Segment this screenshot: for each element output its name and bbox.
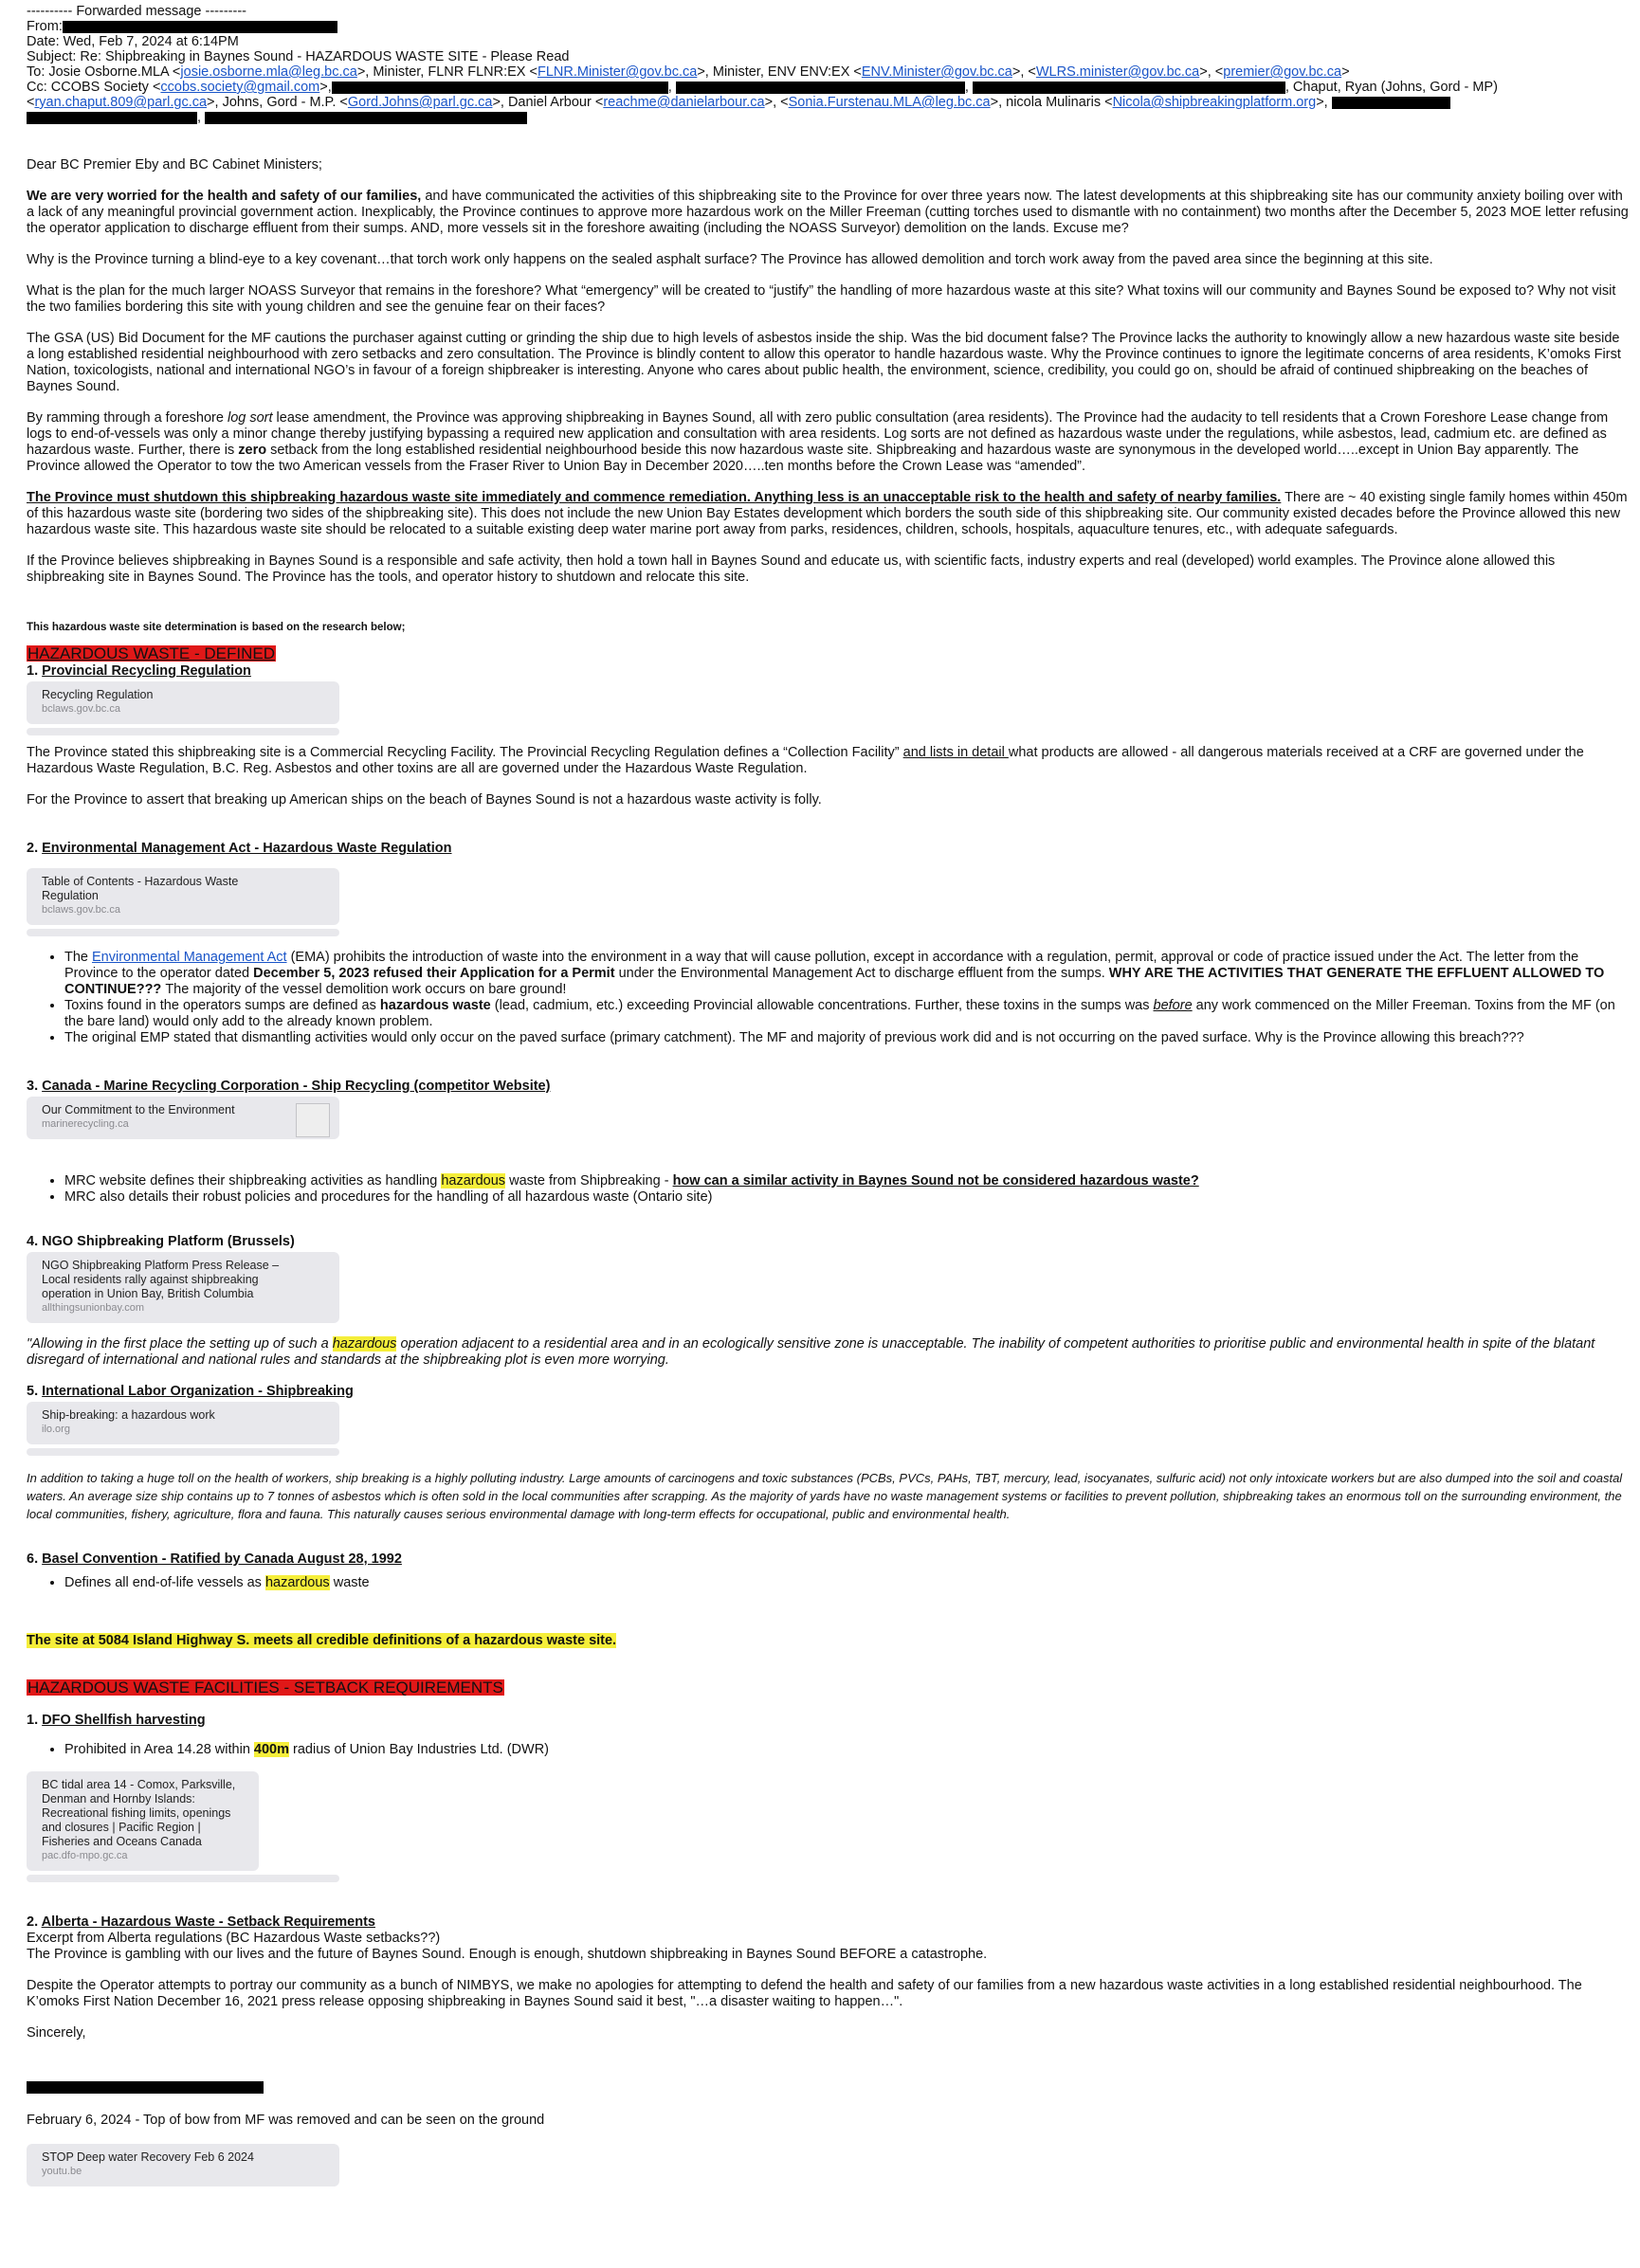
cc-line-2: <ryan.chaput.809@parl.gc.ca>, Johns, Gord - M.P. <Gord.Johns@parl.gc.ca>, Daniel Arbour <reachme@danielarbour.ca>, <Sonia.Furstenau.MLA@leg.bc.ca>, nicola Mulinaris <Nicola@shipbreakingplatform.org>, (27, 95, 1629, 110)
thumbnail-image (296, 1103, 330, 1137)
link-preview-card[interactable] (27, 868, 339, 925)
list-item: • MRC also details their robust policies and procedures for the handling of all hazardous waste (Ontario site) (64, 1189, 1629, 1206)
list-item: • Toxins found in the operators sumps are defined as hazardous waste (lead, cadmium, etc.) exceeding Provincial allowable concentrations. Further, these toxins in the sumps was before any work commenced on the Miller Freeman. Toxins from the MF (on the bare land) would only add to the already known problem. (64, 998, 1629, 1030)
card-domain: bclaws.gov.bc.ca (42, 904, 120, 916)
ema-link[interactable]: Environmental Management Act (92, 950, 287, 965)
footer-note: February 6, 2024 - Top of bow from MF was removed and can be seen on the ground (27, 2113, 545, 2128)
conclusion: The site at 5084 Island Highway S. meets all credible definitions of a hazardous waste site. (27, 1633, 617, 1648)
email-page (27, 4, 1629, 2186)
card-title: NGO Shipbreaking Platform Press Release – Local residents rally against shipbreaking operation in Union Bay, British Columbia (42, 1259, 280, 1300)
list-item: • The Environmental Management Act (EMA) prohibits the introduction of waste into the environment in a way that will cause pollution, except in accordance with a regulation, permit, approval or code of practice issued under the Act. The letter from the Province to the operator dated December 5, 2023 refused their Application for a Permit under the Environmental Management Act to discharge effluent from the sumps. WHY ARE THE ACTIVITIES THAT GENERATE THE EFFLUENT ALLOWED TO CONTINUE??? The majority of the vessel demolition work occurs on bare ground! (64, 950, 1629, 998)
research-note: This hazardous waste site determination is based on the research below; (27, 622, 406, 633)
section-heading: 4. NGO Shipbreaking Platform (Brussels) (27, 1234, 295, 1249)
redacted-recipient (676, 82, 965, 94)
link-preview-card[interactable] (27, 681, 339, 724)
section-heading: 2. Environmental Management Act - Hazardous Waste Regulation (27, 841, 452, 856)
paragraph: The Province is gambling with our lives and the future of Baynes Sound. Enough is enough, shutdown shipbreaking in Baynes Sound BEFORE a catastrophe. (27, 1947, 988, 1962)
list-item: • The original EMP stated that dismantling activities would only occur on the paved surface (primary catchment). The MF and majority of previous work did and is not occurring on the paved surface. Why is the Province allowing this breach??? (64, 1030, 1629, 1046)
to-email-link[interactable]: premier@gov.bc.ca (1223, 64, 1342, 80)
sign-off: Sincerely, (27, 2025, 86, 2041)
email-header: ---------- Forwarded message --------- From: Date: Wed, Feb 7, 2024 at 6:14PM Subject: Re: Shipbreaking in Baynes Sound - HAZARDOUS WASTE SITE - Please Read To: Josie Osborne.MLA <josie.osborne.mla@leg.bc.ca>, Minister, FLNR FLNR:EX <FLNR.Minister@gov.bc.ca>, Minister, ENV ENV:EX <ENV.Minister@gov.bc.ca>, <WLRS.minister@gov.bc.ca>, <premier@gov.bc.ca> Cc: CCOBS Society <ccobs.society@gmail.com>, , , , Chaput, Ryan (Johns, Gord - MP) <ryan.chaput.809@parl.gc.ca>, Johns, Gord - M.P. <Gord.Johns@parl.gc.ca>, Daniel Arbour <reachme@danielarbour.ca>, <Sonia.Furstenau.MLA@leg.bc.ca>, nicola Mulinaris <Nicola@shipbreakingplatform.org>, , (27, 4, 1629, 125)
paragraph: Why is the Province turning a blind-eye to a key covenant…that torch work only happens on the sealed asphalt surface? The Province has allowed demolition and torch work away from the paved area since the beginning at this site. (27, 252, 1433, 267)
card-title: BC tidal area 14 - Comox, Parksville, Denman and Hornby Islands: Recreational fishing limits, openings and closures | Pacific Region | Fisheries and Oceans Canada (42, 1778, 236, 1848)
cc-line: Cc: CCOBS Society <ccobs.society@gmail.com>, , , , Chaput, Ryan (Johns, Gord - MP) (27, 80, 1498, 95)
link-preview-card[interactable] (27, 1097, 339, 1139)
section-heading: 5. International Labor Organization - Shipbreaking (27, 1384, 354, 1399)
card-bar (27, 1875, 339, 1882)
card-bar (27, 728, 339, 735)
card-domain: youtu.be (42, 2166, 82, 2177)
cc-email-link[interactable]: Gord.Johns@parl.gc.ca (347, 95, 493, 110)
paragraph: We are very worried for the health and safety of our families, and have communicated the activities of this shipbreaking site to the Province for over three years now. The latest developments at this shipbreaking site has our community anxiety boiling over with a lack of any meaningful provincial government action. Inexplicably, the Province continues to approve more hazardous work on the Miller Freeman (cutting torches used to dismantle with no containment) two months after the December 5, 2023 MOE letter refusing the operator application to discharge effluent from their sumps. AND, more vessels sit in the foreshore awaiting (including the NOASS Surveyor) demolition on the lands. Excuse me? (27, 189, 1629, 236)
cc-email-link[interactable]: Sonia.Furstenau.MLA@leg.bc.ca (788, 95, 991, 110)
paragraph: For the Province to assert that breaking up American ships on the beach of Baynes Sound is not a hazardous waste activity is folly. (27, 792, 822, 807)
cc-email-link[interactable]: reachme@danielarbour.ca (603, 95, 765, 110)
cc-email-link[interactable]: ryan.chaput.809@parl.gc.ca (34, 95, 208, 110)
redacted-recipient (332, 82, 668, 94)
section-banner: HAZARDOUS WASTE FACILITIES - SETBACK REQUIREMENTS (27, 1678, 503, 1696)
redacted-sender (63, 21, 337, 33)
card-domain: bclaws.gov.bc.ca (42, 703, 120, 715)
video-link-card[interactable] (27, 2144, 339, 2186)
forwarded-marker: ---------- Forwarded message --------- (27, 4, 246, 19)
bullet-list (27, 1742, 1629, 1758)
section-heading: 1. Provincial Recycling Regulation (27, 663, 251, 679)
paragraph: What is the plan for the much larger NOASS Surveyor that remains in the foreshore? What “emergency” will be created to “justify” the handling of more hazardous waste at this site? What toxins will our community and Baynes Sound be exposed to? Why not visit the two families bordering this site with young children and see the genuine fear on their faces? (27, 283, 1616, 315)
paragraph: The Province stated this shipbreaking site is a Commercial Recycling Facility. The Provincial Recycling Regulation defines a “Collection Facility” and lists in detail what products are allowed - all dangerous materials received at a CRF are governed under the Hazardous Waste Regulation, B.C. Reg. Asbestos and other toxins are all are governed under the Hazardous Waste Regulation. (27, 745, 1584, 776)
bullet-list (27, 1173, 1629, 1206)
paragraph: The Province must shutdown this shipbreaking hazardous waste site immediately and commence remediation. Anything less is an unacceptable risk to the health and safety of nearby families. There are ~ 40 existing single family homes within 450m of this hazardous waste site (bordering two sides of the shipbreaking site). This does not include the new Union Bay Estates development which borders the south side of this shipbreaking site. Our community existed decades before the Province allowed this new hazardous waste site. This hazardous waste site should be relocated to a suitable existing deep water marine port away from parks, residences, children, schools, hospitals, aquaculture tenures, etc., with adequate safeguards. (27, 490, 1628, 537)
section-heading: 1. DFO Shellfish harvesting (27, 1713, 206, 1728)
paragraph: If the Province believes shipbreaking in Baynes Sound is a responsible and safe activity, then hold a town hall in Baynes Sound and educate us, with scientific facts, industry experts and real (developed) world examples. The Province alone allowed this shipbreaking site in Baynes Sound. The Province has the tools, and operator history to shutdown and relocate this site. (27, 553, 1556, 585)
card-title: STOP Deep water Recovery Feb 6 2024 (42, 2150, 254, 2164)
paragraph: Despite the Operator attempts to portray our community as a bunch of NIMBYS, we make no apologies for attempting to defend the health and safety of our families from a new hazardous waste activities in a long established residential neighbourhood. The K’omoks First Nation December 16, 2021 press release opposing shipbreaking in Baynes Sound said it best, "…a disaster waiting to happen…". (27, 1978, 1582, 2009)
to-email-link[interactable]: ENV.Minister@gov.bc.ca (861, 64, 1012, 80)
card-title: Recycling Regulation (42, 688, 154, 701)
section-heading: 6. Basel Convention - Ratified by Canada August 28, 1992 (27, 1551, 402, 1567)
section-banner: HAZARDOUS WASTE - DEFINED (27, 644, 275, 662)
section-hazardous-waste-defined (27, 645, 1629, 1649)
card-title: Ship-breaking: a hazardous work (42, 1408, 215, 1422)
subject-line: Subject: Re: Shipbreaking in Baynes Sound - HAZARDOUS WASTE SITE - Please Read (27, 49, 570, 64)
redacted-recipient (1332, 97, 1450, 109)
to-email-link[interactable]: WLRS.minister@gov.bc.ca (1035, 64, 1200, 80)
quote: In addition to taking a huge toll on the health of workers, ship breaking is a highly polluting industry. Large amounts of carcinogens and toxic substances (PCBs, PVCs, PAHs, TBT, mercury, lead, isocyanates, sulfuric acid) not only intoxicate workers but are also dumped into the soil and coastal waters. An average size ship contains up to 7 tonnes of asbestos which is often sold in the local communities after scrapping. As the majority of yards have no waste management systems or facilities to prevent pollution, shipbreaking takes an enormous toll on the surrounding environment, the local communities, fishery, agriculture, flora and fauna. This naturally causes serious environmental damage with long-term effects for occupational, public and environmental health. (27, 1471, 1623, 1521)
card-bar (27, 1448, 339, 1456)
from-label: From: (27, 19, 63, 34)
card-domain: allthingsunionbay.com (42, 1302, 145, 1314)
redacted-recipient (205, 112, 527, 124)
bullet-list (27, 950, 1629, 1046)
paragraph: The GSA (US) Bid Document for the MF cautions the purchaser against cutting or grinding the ship due to high levels of asbestos inside the ship. Was the bid document false? The Province lacks the authority to knowingly allow a new hazardous waste site beside a long established residential neighbourhood with zero setbacks and zero consultation. The Province is blindly content to allow this operator to handle hazardous waste. Why the Province continues to ignore the legitimate concerns of area residents, K’omoks First Nation, toxicologists, national and international NGO’s in favour of a foreign shipbreaker is interesting. Anyone who cares about public health, the environment, science, credibility, you could go on, should be afraid of continued shipbreaking on the beaches of Baynes Sound. (27, 331, 1621, 394)
to-line: To: Josie Osborne.MLA <josie.osborne.mla@leg.bc.ca>, Minister, FLNR FLNR:EX <FLNR.Minister@gov.bc.ca>, Minister, ENV ENV:EX <ENV.Minister@gov.bc.ca>, <WLRS.minister@gov.bc.ca>, <premier@gov.bc.ca> (27, 64, 1350, 80)
to-email-link[interactable]: josie.osborne.mla@leg.bc.ca (180, 64, 357, 80)
section-heading: 2. Alberta - Hazardous Waste - Setback Requirements (27, 1914, 375, 1930)
list-item: • MRC website defines their shipbreaking activities as handling hazardous waste from Shipbreaking - how can a similar activity in Baynes Sound not be considered hazardous waste? (64, 1173, 1629, 1189)
cc-email-link[interactable]: Nicola@shipbreakingplatform.org (1112, 95, 1317, 110)
to-email-link[interactable]: FLNR.Minister@gov.bc.ca (537, 64, 698, 80)
card-title: Table of Contents - Hazardous Waste Regulation (42, 875, 239, 902)
redacted-recipient (973, 82, 1285, 94)
quote: "Allowing in the first place the setting up of such a hazardous operation adjacent to a residential area and in an ecologically sensitive zone is unacceptable. The inability of competent authorities to prioritise public and environmental health in spite of the blatant disregard of international and national rules and standards at the shipbreaking plot is even more worrying. (27, 1336, 1595, 1368)
card-domain: marinerecycling.ca (42, 1118, 129, 1130)
list-item: • Defines all end-of-life vessels as hazardous waste (64, 1575, 1629, 1591)
paragraph: By ramming through a foreshore log sort lease amendment, the Province was approving shipbreaking in Baynes Sound, all with zero public consultation (area residents). The Province had the audacity to tell residents that a Crown Foreshore Lease change from logs to end-of-vessels was only a minor change thereby justifying bypassing a required new application and consultation with area residents. Log sorts are not defined as hazardous waste under the regulations, while asbestos, lead, cadmium etc. are defined as hazardous waste. Further, there is zero setback from the long established residential neighbourhood beside this now hazardous waste site. Shipbreaking and hazardous waste are synonymous in the developed world…..except in Union Bay apparently. The Province allowed the Operator to tow the two American vessels from the Fraser River to Union Bay in December 2020…..ten months before the Crown Lease was “amended”. (27, 410, 1609, 474)
card-title: Our Commitment to the Environment (42, 1103, 235, 1116)
card-domain: ilo.org (42, 1424, 70, 1435)
link-preview-card[interactable] (27, 1402, 339, 1444)
date-line: Date: Wed, Feb 7, 2024 at 6:14PM (27, 34, 239, 49)
bullet-list (27, 1575, 1629, 1591)
greeting: Dear BC Premier Eby and BC Cabinet Ministers; (27, 157, 322, 172)
paragraph: Excerpt from Alberta regulations (BC Hazardous Waste setbacks??) (27, 1931, 441, 1946)
section-heading: 3. Canada - Marine Recycling Corporation - Ship Recycling (competitor Website) (27, 1079, 551, 1094)
link-preview-card[interactable] (27, 1771, 259, 1871)
redacted-signature (27, 2081, 264, 2094)
section-setback-requirements (27, 1679, 1629, 2186)
redacted-recipient (27, 112, 197, 124)
list-item: • Prohibited in Area 14.28 within 400m radius of Union Bay Industries Ltd. (DWR) (64, 1742, 1629, 1758)
card-bar (27, 929, 339, 936)
cc-email-link[interactable]: ccobs.society@gmail.com (160, 80, 320, 95)
link-preview-card[interactable] (27, 1252, 339, 1323)
card-domain: pac.dfo-mpo.gc.ca (42, 1850, 128, 1861)
